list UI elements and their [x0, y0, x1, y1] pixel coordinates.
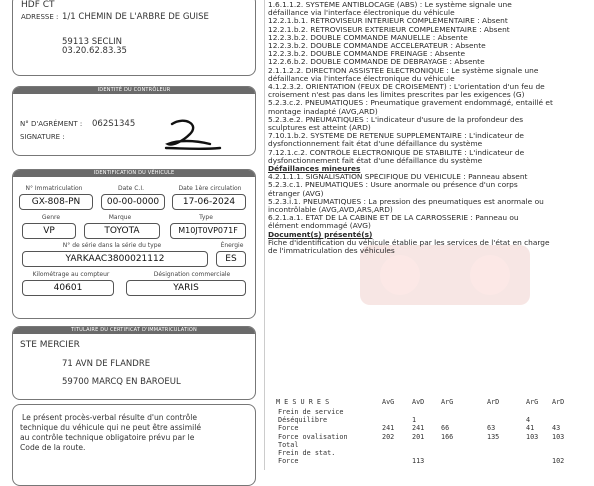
defect-line: 7.10.1.b.2. SYSTÈME DE RETENUE SUPPLÉMENTAIRE : L'indicateur de	[268, 132, 524, 141]
legal-line-3: au contrôle technique obligatoire prévu par le	[20, 433, 195, 442]
measure-row-label: Frein de stat.	[278, 449, 336, 457]
defect-line: 12.2.3.b.2. DOUBLE COMMANDE ACCÉLÉRATEUR : Absente	[268, 42, 486, 50]
defect-section-heading: Défaillances mineures	[268, 165, 361, 173]
defect-line: défaillance via l'interface électronique du véhicule	[268, 74, 455, 83]
legal-line-1: Le présent procès-verbal résulte d'un contrôle	[22, 413, 198, 422]
defect-section-heading: Document(s) présenté(s)	[268, 230, 373, 239]
column-divider	[264, 0, 265, 470]
measure-cell: 4	[526, 416, 531, 425]
measure-row-label: Force ovalisation	[278, 432, 348, 441]
vehicle-header: IDENTIFICATION DU VÉHICULE	[13, 170, 255, 177]
measure-cell: 43	[552, 424, 561, 433]
type-field: M10JT0VP071F	[170, 223, 246, 239]
measure-cell: 135	[487, 432, 500, 441]
defect-line: 1.6.1.1.2. SYSTÈME ANTIBLOCAGE (ABS) : Le système signale une	[268, 1, 512, 9]
vin-field: YARKAAC3800021112	[22, 251, 208, 267]
measure-cell: 241	[412, 424, 425, 433]
date-ci-label: Date C.I.	[117, 185, 145, 192]
center-name: HDF CT	[21, 0, 55, 10]
center-address-line2: 59113 SECLIN	[62, 37, 123, 47]
type-label: Type	[199, 214, 213, 221]
registration-field: GX-808-PN	[19, 194, 93, 210]
legal-line-4: Code de la route.	[20, 443, 86, 452]
defect-line: de l'immatriculation des véhicules	[268, 247, 395, 255]
measures-column-header: ArD	[552, 398, 565, 406]
defect-line: défaillance via l'interface électronique du véhicule	[268, 9, 455, 18]
defect-line: étranger (AVG)	[268, 189, 324, 198]
measures-column-header: ArG	[526, 398, 539, 406]
defect-line: Fiche d'identification du véhicule établie par les services de l'état en charge	[268, 238, 550, 247]
defect-line: 2.1.1.2.2. DIRECTION ASSISTÉE ÉLECTRONIQUE : Le système signale une	[268, 66, 539, 75]
genre-label: Genre	[41, 214, 61, 221]
measure-row-label: Force	[278, 457, 299, 466]
holder-header: TITULAIRE DU CERTIFICAT D'IMMATRICULATION	[13, 327, 255, 334]
defect-line: 5.2.3.c.2. PNEUMATIQUES : Pneumatique gravement endommagé, entaillé et	[268, 99, 553, 108]
first-registration-field: 17-06-2024	[172, 194, 246, 210]
defect-line: 7.12.1.c.2. CONTRÔLE ÉLECTRONIQUE DE STABILITÉ : L'indicateur de	[268, 148, 525, 157]
measure-cell: 166	[441, 432, 454, 441]
measures-column-header: AvD	[412, 398, 425, 406]
defect-line: 6.2.1.a.1. ÉTAT DE LA CABINE ET DE LA CARROSSERIE : Panneau ou	[268, 214, 519, 223]
controller-header: IDENTITÉ DU CONTRÔLEUR	[13, 87, 255, 94]
signature-image	[160, 118, 230, 152]
measures-column-header: ArG	[441, 398, 454, 406]
measure-cell: 103	[552, 432, 565, 441]
genre-field: VP	[22, 223, 76, 239]
holder-name: STE MERCIER	[20, 340, 80, 350]
measure-cell: 103	[526, 432, 539, 441]
measures-title: M E S U R E S	[276, 398, 330, 406]
defect-line: dysfonctionnement fait état d'une défaillance du système	[268, 140, 483, 149]
agreement-label: N° D'AGRÉMENT :	[20, 120, 83, 128]
defect-line: 4.1.2.3.2. ORIENTATION (FEUX DE CROISEMENT) : L'orientation d'un feu de	[268, 83, 545, 91]
defect-line: élément endommagé (AVG)	[268, 222, 371, 231]
defect-line: 12.2.1.b.2. RÉTROVISEUR EXTÉRIEUR COMPLÉMENTAIRE : Absent	[268, 25, 510, 34]
defect-line: 5.2.3.e.2. PNEUMATIQUES : L'indicateur d'usure de la profondeur des	[268, 115, 524, 124]
brand-label: Marque	[108, 214, 132, 221]
commercial-label: Désignation commerciale	[153, 271, 231, 278]
measures-column-header: ArD	[487, 398, 500, 406]
measure-row-label: Force	[278, 424, 299, 433]
measure-cell: 241	[382, 424, 395, 433]
defect-line: incontrôlable (AVG,AVD,ARS,ARD)	[268, 206, 393, 214]
brand-field: TOYOTA	[84, 223, 160, 239]
date-ci-field: 00-00-0000	[101, 194, 165, 210]
measures-column-header: AvG	[382, 398, 395, 406]
center-address-label: ADRESSE :	[21, 13, 59, 21]
defect-line: 12.2.3.b.2. DOUBLE COMMANDE MANUELLE : Absente	[268, 33, 468, 42]
measure-row-label: Déséquilibre	[278, 416, 328, 425]
measure-cell: 201	[412, 432, 425, 441]
measure-cell: 66	[441, 424, 450, 433]
measure-cell: 102	[552, 457, 565, 466]
defect-line: sculptures est atteint (ARD)	[268, 124, 371, 132]
defect-line: 5.2.3.c.1. PNEUMATIQUES : Usure anormale ou présence d'un corps	[268, 181, 518, 190]
center-address-line1: 1/1 CHEMIN DE L'ARBRE DE GUISE	[62, 12, 209, 22]
center-phone: 03.20.62.83.35	[62, 46, 127, 56]
commercial-field: YARIS	[126, 280, 246, 296]
measure-cell: 202	[382, 432, 395, 441]
defect-line: dysfonctionnement fait état d'une défaillance du système	[268, 156, 483, 165]
agreement-value: 062S1345	[92, 119, 136, 129]
holder-address-line1: 71 AVN DE FLANDRE	[62, 359, 151, 369]
defect-line: croisement n'est pas dans les limites prescrites par les exigences (G)	[268, 91, 525, 100]
vin-label: N° de série dans la série du type	[62, 242, 162, 249]
defect-line: 12.2.3.b.2. DOUBLE COMMANDE FREINAGE : Absente	[268, 50, 465, 59]
defect-line: montage inadapté (AVG,ARD)	[268, 107, 378, 116]
defect-line: 5.2.3.i.1. PNEUMATIQUES : La pression des pneumatiques est anormale ou	[268, 197, 544, 206]
measure-cell: 41	[526, 424, 535, 433]
registration-label: N° Immatriculation	[25, 185, 83, 192]
km-label: Kilométrage au compteur	[32, 271, 110, 278]
defect-line: 12.2.1.b.1. RÉTROVISEUR INTÉRIEUR COMPLÉMENTAIRE : Absent	[268, 17, 508, 26]
energy-label: Énergie	[220, 242, 244, 249]
measure-cell: 1	[412, 416, 417, 425]
signature-label: SIGNATURE :	[20, 133, 65, 141]
defect-line: 12.2.6.b.2. DOUBLE COMMANDE DE DÉBRAYAGE : Absente	[268, 58, 485, 67]
energy-field: ES	[216, 251, 246, 267]
km-field: 40601	[22, 280, 114, 296]
legal-line-2: technique du véhicule qui ne peut être assimilé	[20, 423, 202, 432]
first-registration-label: Date 1ère circulation	[178, 185, 242, 192]
holder-address-line2: 59700 MARCQ EN BAROEUL	[62, 377, 181, 387]
defect-line: 4.2.1.1.1. SIGNALISATION SPÉCIFIQUE DU VÉHICULE : Panneau absent	[268, 173, 528, 182]
measure-cell: 113	[412, 457, 425, 466]
measure-cell: 63	[487, 424, 496, 433]
measure-row-label: Total	[278, 440, 299, 449]
measure-row-label: Frein de service	[278, 408, 344, 416]
